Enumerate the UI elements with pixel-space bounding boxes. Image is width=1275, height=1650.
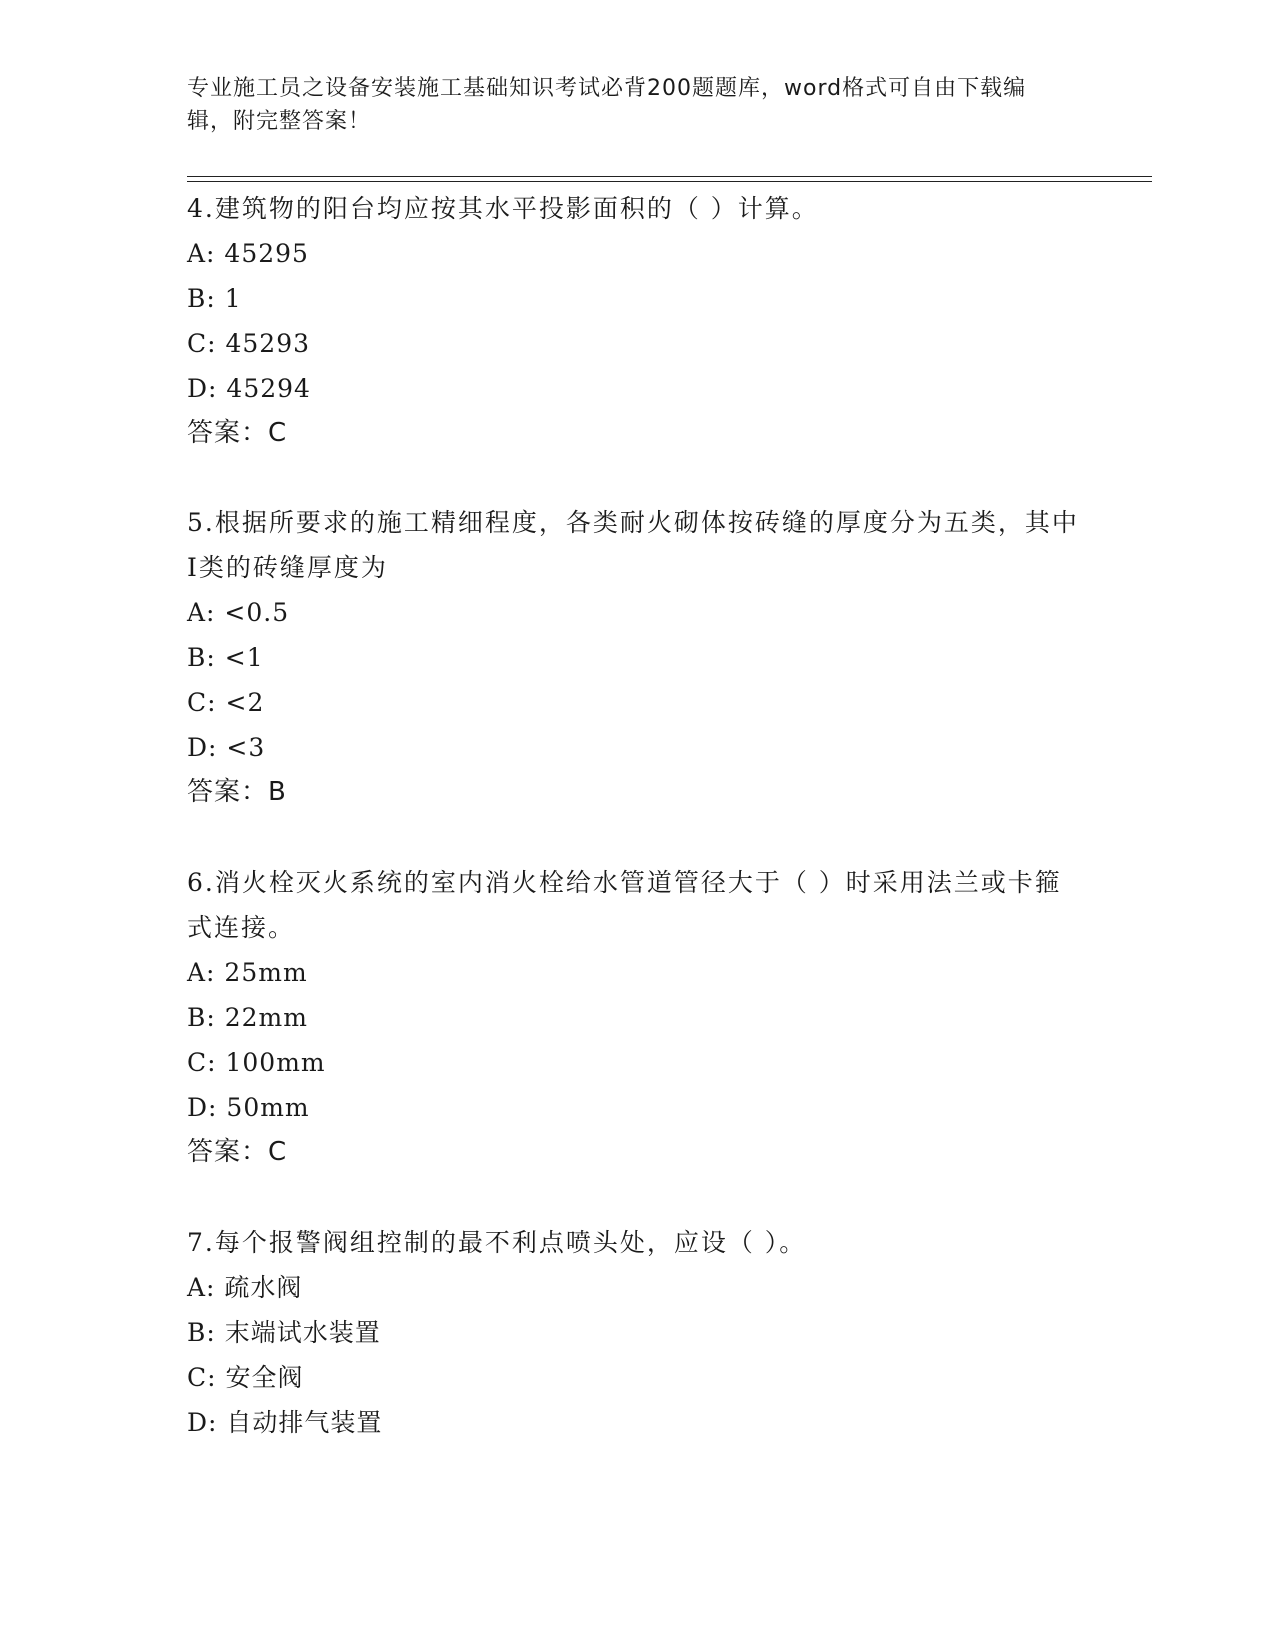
option-d: D: 50mm — [187, 1093, 310, 1122]
option-b: B: <1 — [187, 643, 264, 672]
option-a: A: <0.5 — [187, 598, 290, 627]
question-4 — [187, 186, 1087, 456]
question-stem: 7.每个报警阀组控制的最不利点喷头处，应设（ ）。 — [187, 1228, 807, 1257]
option-d: D: 自动排气装置 — [187, 1408, 383, 1437]
option-a: A: 45295 — [187, 239, 309, 268]
question-stem: 6.消火栓灭火系统的室内消火栓给水管道管径大于（ ）时采用法兰或卡箍式连接。 — [187, 868, 1062, 942]
question-6 — [187, 860, 1087, 1175]
question-5 — [187, 500, 1087, 815]
header-divider-top — [187, 176, 1152, 177]
option-d: D: <3 — [187, 733, 266, 762]
option-c: C: <2 — [187, 688, 265, 717]
question-stem: 4.建筑物的阳台均应按其水平投影面积的（ ）计算。 — [187, 194, 819, 223]
question-stem: 5.根据所要求的施工精细程度，各类耐火砌体按砖缝的厚度分为五类，其中I类的砖缝厚度为 — [187, 508, 1079, 582]
option-c: C: 安全阀 — [187, 1363, 304, 1392]
answer: 答案：B — [187, 777, 287, 807]
option-a: A: 疏水阀 — [187, 1273, 303, 1302]
option-c: C: 100mm — [187, 1048, 326, 1077]
question-7 — [187, 1220, 1087, 1445]
answer: 答案：C — [187, 418, 288, 448]
option-a: A: 25mm — [187, 958, 308, 987]
option-c: C: 45293 — [187, 329, 311, 358]
option-b: B: 1 — [187, 284, 242, 313]
option-b: B: 末端试水装置 — [187, 1318, 381, 1347]
header-divider-bottom — [187, 181, 1152, 182]
option-d: D: 45294 — [187, 374, 311, 403]
document-header-title: 专业施工员之设备安装施工基础知识考试必背200题题库，word格式可自由下载编辑，附完整答案！ — [187, 76, 1027, 134]
answer: 答案：C — [187, 1137, 288, 1167]
option-b: B: 22mm — [187, 1003, 308, 1032]
